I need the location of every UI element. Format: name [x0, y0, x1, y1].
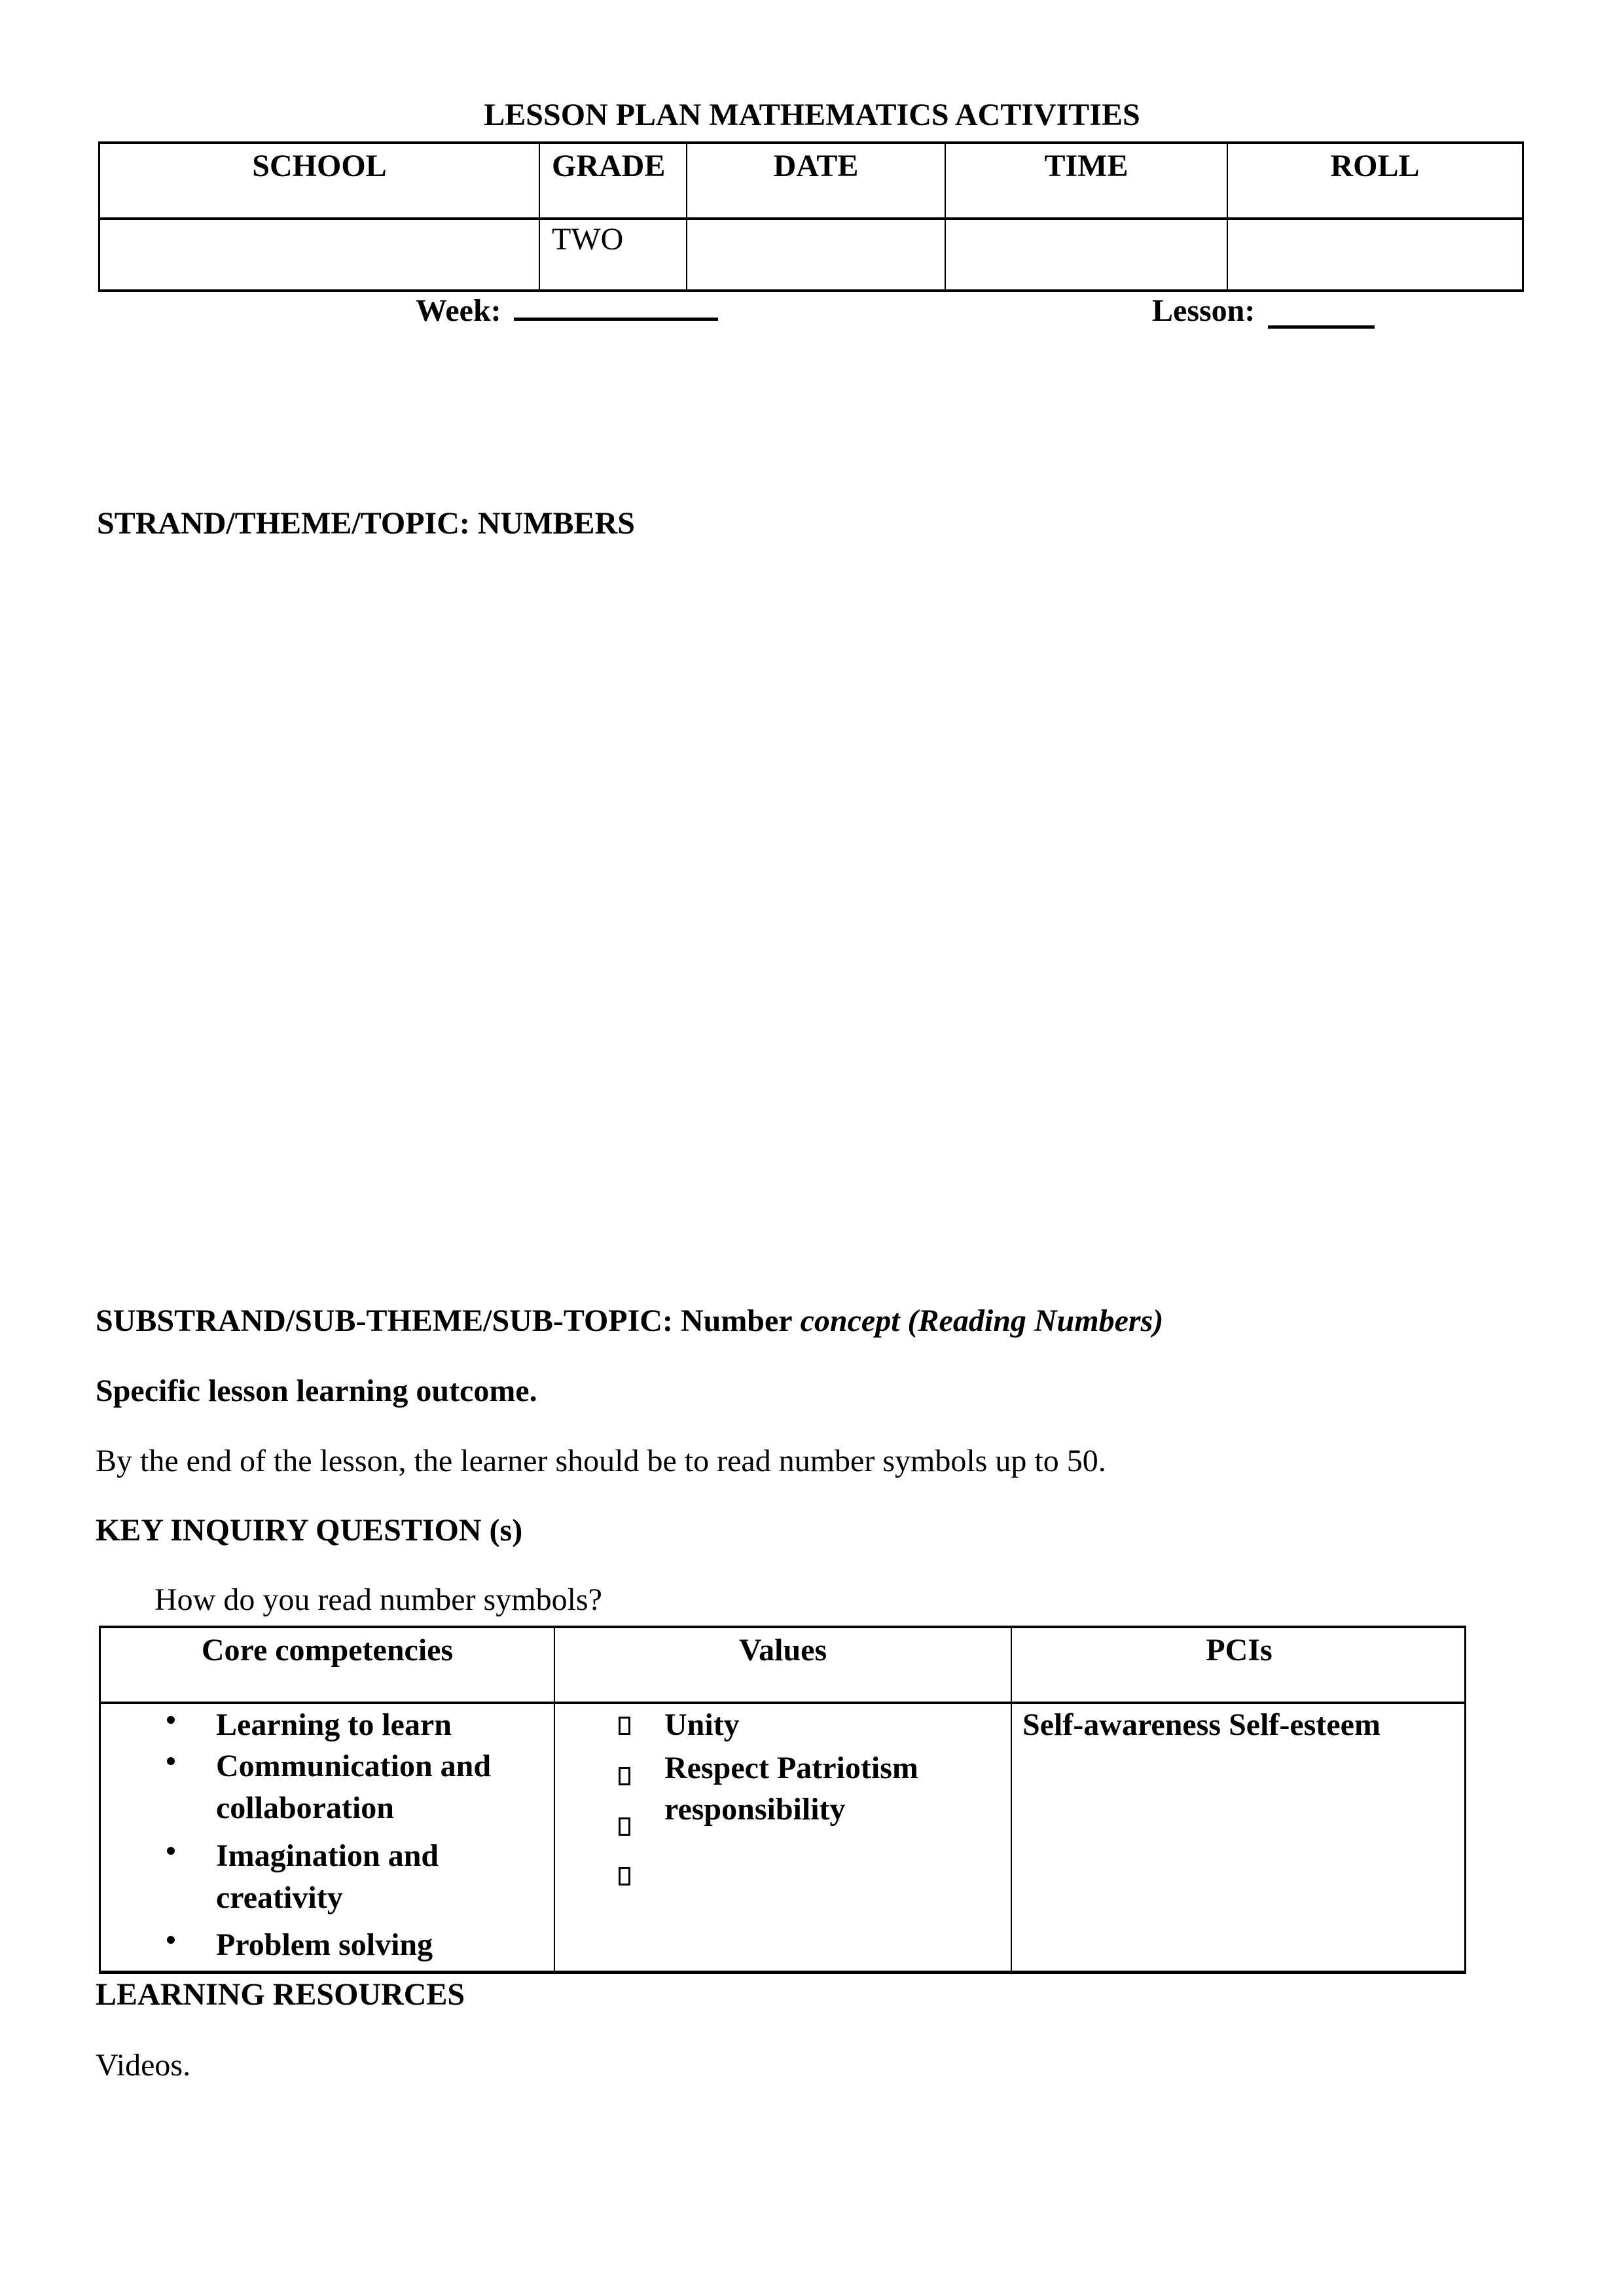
learning-resources-heading: LEARNING RESOURCES	[96, 1977, 465, 2012]
competencies-table-col-divider	[1011, 1628, 1012, 1971]
value-item: Unity	[664, 1707, 740, 1742]
competency-item: Learning to learn	[216, 1707, 452, 1742]
strand-heading	[97, 508, 635, 539]
header-roll: ROLL	[1330, 149, 1420, 183]
grade-field[interactable]: TWO	[552, 222, 624, 257]
info-table	[98, 141, 1524, 292]
competency-item-continued: collaboration	[216, 1791, 394, 1825]
header-values: Values	[738, 1633, 827, 1667]
header-grade: GRADE	[552, 149, 666, 183]
header-time: TIME	[1044, 149, 1128, 183]
substrand-value-plain: Number	[680, 1303, 793, 1338]
checkbox-empty-icon	[619, 1817, 630, 1836]
header-core-competencies: Core competencies	[201, 1633, 454, 1667]
competency-item: Problem solving	[216, 1927, 433, 1962]
lesson-label: Lesson:	[1152, 293, 1255, 328]
bullet-icon	[167, 1847, 175, 1855]
header-date: DATE	[773, 149, 859, 183]
competency-item: Communication and	[216, 1749, 492, 1783]
week-field[interactable]	[514, 318, 718, 321]
key-inquiry-question: How do you read number symbols?	[154, 1582, 602, 1617]
week-label: Week:	[416, 293, 501, 328]
learning-outcome-heading: Specific lesson learning outcome.	[96, 1374, 537, 1408]
bullet-icon	[167, 1716, 175, 1724]
learning-outcome-text: By the end of the lesson, the learner should be to read number symbols up to 50.	[96, 1444, 1106, 1478]
header-pcis: PCIs	[1206, 1633, 1272, 1667]
substrand-label: SUBSTRAND/SUB-THEME/SUB-TOPIC:	[96, 1303, 673, 1338]
checkbox-empty-icon	[619, 1767, 630, 1785]
checkbox-empty-icon	[619, 1867, 630, 1886]
checkbox-empty-icon	[619, 1717, 630, 1735]
time-field[interactable]	[946, 223, 1227, 288]
substrand-heading	[96, 1305, 1163, 1337]
page-title: LESSON PLAN MATHEMATICS ACTIVITIES	[484, 98, 1140, 132]
strand-label: STRAND/THEME/TOPIC:	[97, 506, 470, 541]
strand-value: NUMBERS	[477, 506, 635, 541]
competencies-table-col-divider	[554, 1628, 555, 1971]
learning-resources-text: Videos.	[96, 2048, 191, 2083]
competencies-table	[99, 1626, 1466, 1974]
school-field[interactable]	[100, 223, 539, 288]
competency-item-continued: creativity	[216, 1880, 343, 1915]
info-table-row-divider	[100, 217, 1522, 220]
substrand-value-italic: concept (Reading Numbers)	[800, 1303, 1164, 1338]
date-field[interactable]	[687, 223, 945, 288]
competency-item: Imagination and	[216, 1838, 439, 1873]
competencies-table-row-divider	[101, 1702, 1464, 1704]
bullet-icon	[167, 1936, 175, 1944]
value-item: responsibility	[664, 1792, 846, 1827]
header-school: SCHOOL	[252, 149, 387, 183]
roll-field[interactable]	[1228, 223, 1522, 288]
bullet-icon	[167, 1757, 175, 1765]
value-item: Respect Patriotism	[664, 1751, 918, 1785]
key-inquiry-heading: KEY INQUIRY QUESTION (s)	[96, 1513, 523, 1548]
pci-item: Self-awareness Self-esteem	[1022, 1707, 1380, 1742]
lesson-field[interactable]	[1268, 325, 1375, 329]
